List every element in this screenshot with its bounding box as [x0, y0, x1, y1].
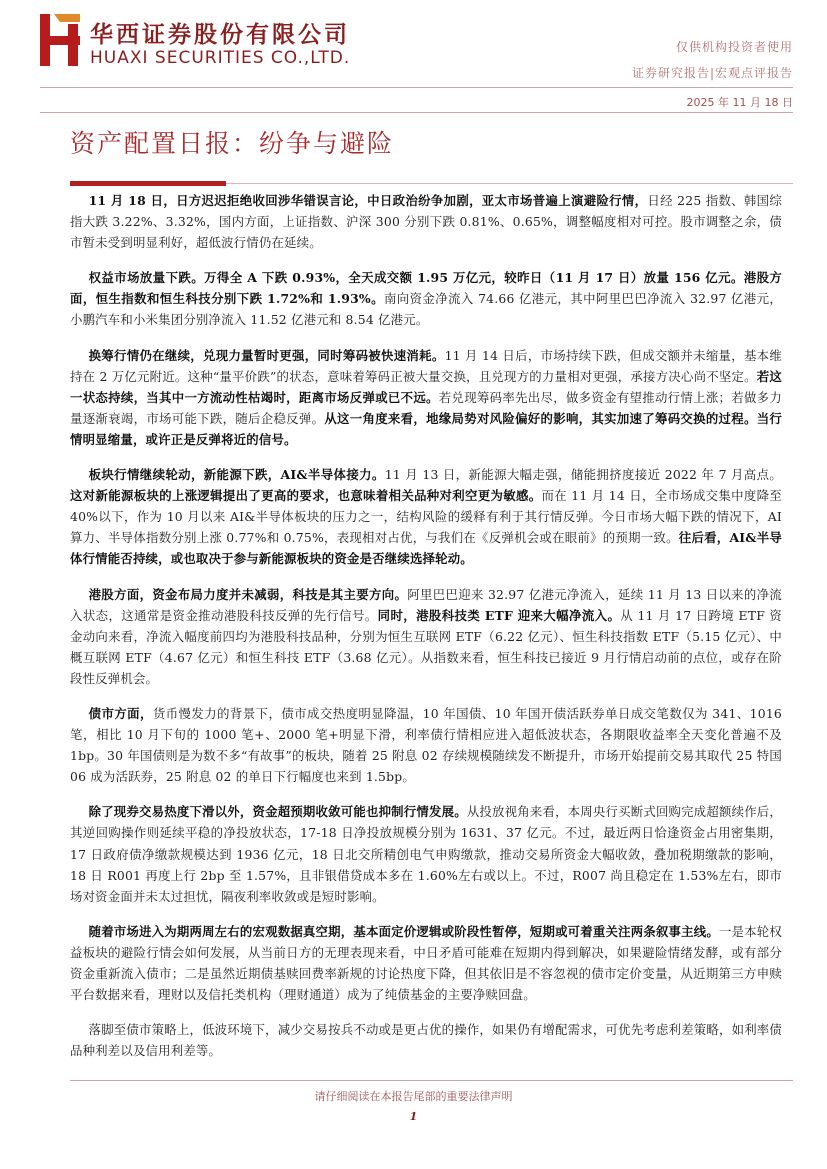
bold-text: 换筹行情仍在继续，兑现力量暂时更强，同时筹码被快速消耗。 — [88, 347, 445, 363]
body-text: 从投放视角来看，本周央行买断式回购完成超额续作后，其逆回购操作则延续平稳的净投放状态，17-18 日净投放规模分别为 1631、37 亿元。不过，最近两日恰逢资金占用密集期，17 日政府债净缴款规模达到 1936 亿元，18 日北交所精创电气申购缴款，推动交易所资金大幅收敛，叠加税期缴款的影响，18 日 R001 再度上行 2bp 至 1.57%，且非银借贷成本多在 1.60%左右或以上。不过，R007 尚且稳定在 1.53%左右，即市场对资金面并未太过担忧，隔夜利率收敛或是短时影响。 — [70, 804, 783, 904]
bold-text: 往后看，AI&半导体行情能否持续，或也取决于参与新能源板块的资金是否继续选择轮动。 — [70, 530, 782, 567]
body-paragraph — [70, 464, 782, 569]
audience-disclaimer: 仅供机构投资者使用 — [675, 40, 793, 54]
bold-text: 板块行情继续轮动，新能源下跌，AI&半导体接力。 — [88, 467, 385, 483]
bold-text: 港股方面，资金布局力度并未减弱，科技是其主要方向。 — [88, 586, 408, 602]
bold-text: 从这一角度来看，地缘局势对风险偏好的影响，其实加速了筹码交换的过程。当行情明显缩量，或许正是反弹将近的信号。 — [70, 410, 783, 447]
bold-text: 这对新能源板块的上涨逻辑提出了更高的要求，也意味着相关品种对利空更为敏感。 — [70, 488, 542, 504]
body-text: 而在 11 月 14 日，全市场成交集中度降至 40%以下，作为 10 月以来 AI&半导体板块的压力之一，结构风险的缓释有利于其行情反弹。今日市场大幅下跌的情况下，AI 算力、半导体指数分别上涨 0.77%和 0.75%，表现相对占优，与我们在《反弹机会或在眼前》的预期一致。 — [70, 488, 782, 546]
brand-name-cn: 华西证券股份有限公司 — [90, 22, 350, 48]
body-text: 11 月 14 日后，市场持续下跌，但成交额并未缩量，基本维持在 2 万亿元附近。这种“量平价跌”的状态，意味着筹码正被大量交换，且兑现方的力量相对更强，承接方决心尚不坚定。 — [70, 347, 782, 384]
body-text: 一是本轮权益板块的避险行情会如何发展，从当前日方的无理表现来看，中日矛盾可能难在短期内得到解决，如果避险情绪发酵，或有部分资金重新流入债市；二是虽然近期债基赎回费率新规的讨论热度下降，但其依旧是不容忽视的债市定价变量，从近期第三方申赎平台数据来看，理财以及信托类机构（理财通道）成为了纯债基金的主要净赎回盘。 — [70, 923, 783, 1003]
body-paragraph — [70, 703, 782, 787]
bold-text: 若这一状态持续，当其中一方流动性枯竭时，距离市场反弹或已不远。 — [70, 368, 782, 405]
page-number: 1 — [409, 1110, 418, 1123]
bold-text: 同时，港股科技类 ETF 迎来大幅净流入。 — [377, 607, 621, 623]
body-paragraph — [70, 921, 782, 1005]
body-paragraph — [70, 584, 782, 689]
brand-name-en: HUAXI SECURITIES CO.,LTD. — [90, 48, 351, 68]
report-date: 2025 年 11 月 18 日 — [686, 96, 793, 109]
date-divider — [40, 112, 793, 113]
bold-text: 债市方面， — [88, 705, 153, 721]
huaxi-logo-icon — [40, 14, 80, 66]
bold-text: 权益市场放量下跌。万得全 A 下跌 0.93%，全天成交额 1.95 万亿元，较昨日（11 月 17 日）放量 156 亿元。港股方面，恒生指数和恒生科技分别下跌 1.72%和 1.93%。 — [70, 270, 782, 307]
body-text: 落脚至债市策略上，低波环境下，减少交易按兵不动或是更占优的操作，如果仍有增配需求，可优先考虑利差策略，如利率债品种利差以及信用利差等。 — [70, 1022, 782, 1059]
body-text: 南向资金净流入 74.66 亿港元，其中阿里巴巴净流入 32.97 亿港元，小鹏汽车和小米集团分别净流入 11.52 亿港元和 8.54 亿港元。 — [70, 291, 782, 328]
body-text: 货币慢发力的背景下，债市成交热度明显降温，10 年国债、10 年国开债活跃券单日成交笔数仅为 341、1016 笔，相比 10 月下旬的 1000 笔+、2000 笔+明显下滑，利率债行情相应进入超低波状态，各期限收益率全天变化普遍不及 1bp。30 年国债则是为数不多“有故事”的板块，随着 25 附息 02 存续规模随续发不断提升，市场开始提前交易其取代 25 特国 06 成为活跃券，25 附息 02 的单日下行幅度也来到 1.5bp。 — [70, 705, 782, 785]
bold-text: 除了现券交易热度下滑以外，资金超预期收敛可能也抑制行情发展。 — [88, 804, 467, 820]
legal-notice: 请仔细阅读在本报告尾部的重要法律声明 — [314, 1090, 513, 1103]
body-paragraph — [70, 190, 782, 253]
header-divider — [40, 87, 793, 88]
body-paragraph — [70, 1019, 782, 1061]
page-title: 资产配置日报：纷争与避险 — [70, 129, 395, 158]
body-text: 阿里巴巴迎来 32.97 亿港元净流入，延续 11 月 13 日以来的净流入状态，这通常是资金推动港股科技反弹的先行信号。 — [70, 586, 783, 623]
footer-divider — [70, 1080, 793, 1081]
body-paragraph — [70, 345, 782, 450]
body-paragraph — [70, 801, 782, 906]
body-text: 从 11 月 17 日跨境 ETF 资金动向来看，净流入幅度前四均为港股科技品种，分别为恒生互联网 ETF（6.22 亿元）、恒生科技指数 ETF（5.15 亿元）、中概互联网 ETF（4.67 亿元）和恒生科技 ETF（3.68 亿元）。从指数来看，恒生科技已接近 9 月行情启动前的点位，或存在阶段性反弹机会。 — [70, 607, 782, 686]
bold-text: 11 月 18 日，日方迟迟拒绝收回涉华错误言论，中日政治纷争加剧，亚太市场普遍上演避险行情， — [88, 193, 648, 208]
body-text: 若兑现筹码率先出尽，做多资金有望推动行情上涨；若做多力量逐渐衰竭，市场可能下跌，随后企稳反弹。 — [70, 389, 782, 426]
body-text: 11 月 13 日，新能源大幅走强，储能拥挤度接近 2022 年 7 月高点。 — [384, 467, 782, 483]
bold-text: 随着市场进入为期两周左右的宏观数据真空期，基本面定价逻辑或阶段性暂停，短期或可着重关注两条叙事主线。 — [88, 923, 719, 939]
report-type: 证券研究报告|宏观点评报告 — [631, 66, 793, 80]
title-accent-bar — [70, 181, 226, 186]
body-text: 日经 225 指数、韩国综指大跌 3.22%、3.32%，国内方面，上证指数、沪深 300 分别下跌 0.81%、0.65%，调整幅度相对可控。股市调整之余，债市暂未受到明显利好，超低波行情仍在延续。 — [70, 193, 782, 251]
report-body — [70, 190, 782, 1075]
body-paragraph — [70, 267, 782, 330]
